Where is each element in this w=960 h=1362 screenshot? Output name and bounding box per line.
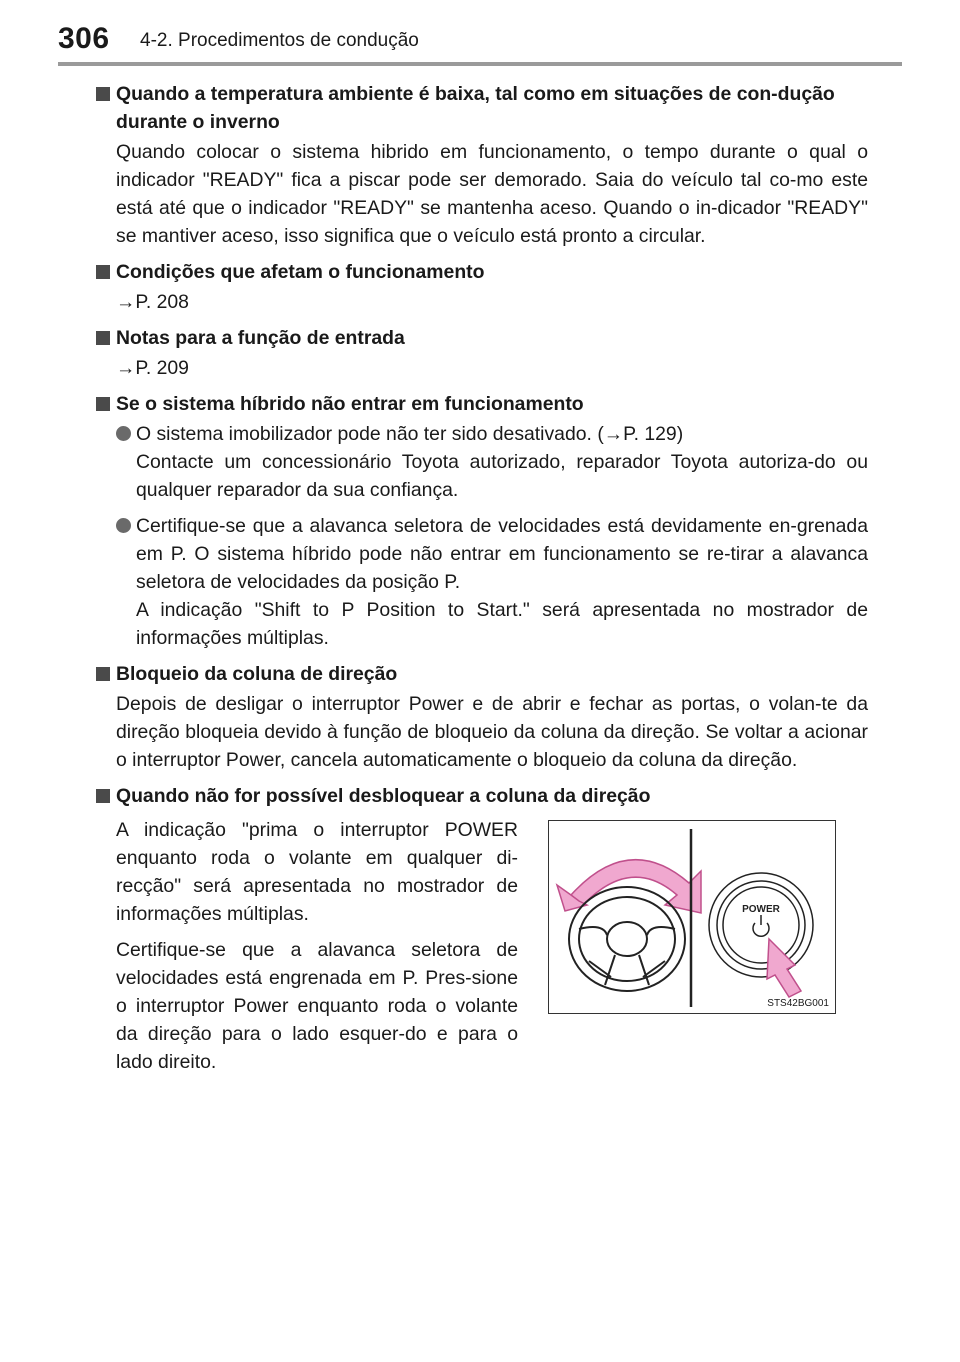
section-title: Quando não for possível desbloquear a coluna da direção: [96, 782, 868, 810]
page-header: [58, 22, 902, 66]
illustration-svg: [549, 821, 834, 1012]
section-title: Bloqueio da coluna de direção: [96, 660, 868, 688]
steering-power-illustration: [548, 820, 836, 1014]
round-bullet-icon: [116, 518, 131, 533]
section-low-temperature: [96, 80, 868, 250]
list-item: Certifique-se que a alavanca seletora de velocidades está devidamente en-grenada em P. O sistema híbrido pode não entrar em funcionamento se re-tirar a alavanca seletora de velocidades da posição P. A indicação "Shift to P Position to Start." será apresentada no mostrador de informações múltiplas.: [96, 512, 868, 652]
section-title: Se o sistema híbrido não entrar em funcionamento: [96, 390, 868, 418]
section-title: Notas para a função de entrada: [96, 324, 868, 352]
section-title: Quando a temperatura ambiente é baixa, tal como em situações de con-dução durante o inverno: [96, 80, 868, 136]
section-operating-conditions: [96, 258, 868, 316]
power-label: POWER: [742, 904, 780, 915]
page-reference-link[interactable]: →P. 209: [116, 357, 189, 379]
list-item: O sistema imobilizador pode não ter sido desativado. (→P. 129) Contacte um concessionário Toyota autorizado, reparador Toyota autoriza-do ou qualquer reparador da sua confiança.: [96, 420, 868, 504]
section-body: Depois de desligar o interruptor Power e de abrir e fechar as portas, o volan-te da direção bloqueia devido à função de bloqueio da coluna da direção. Se voltar a acionar o interruptor Power, cancela automaticamente o bloqueio da coluna da direção.: [116, 693, 868, 771]
square-bullet-icon: [96, 265, 110, 279]
section-body: Quando colocar o sistema hibrido em funcionamento, o tempo durante o qual o indicador "READY" fica a piscar pode ser demorado. Saia do veículo tal co-mo este está até que o indicador "READY" se mantenha aceso. Quando o in-dicador "READY" se mantiver aceso, isso significa que o veículo está pronto a circular.: [116, 141, 868, 247]
section-body: [96, 816, 868, 1076]
page-reference-link[interactable]: →P. 208: [116, 291, 189, 313]
round-bullet-icon: [116, 426, 131, 441]
steering-wheel-icon: [569, 887, 685, 991]
header-rule: [58, 62, 902, 66]
press-arrow-icon: [767, 939, 801, 997]
paragraph: A indicação "prima o interruptor POWER enquanto roda o volante em qualquer di-recção" será apresentada no mostrador de informações múltiplas.: [116, 819, 518, 925]
section-title: Condições que afetam o funcionamento: [96, 258, 868, 286]
section-hybrid-not-starting: [96, 390, 868, 652]
figure-code: STS42BG001: [767, 998, 829, 1009]
square-bullet-icon: [96, 331, 110, 345]
paragraph: Certifique-se que a alavanca seletora de velocidades está engrenada em P. Pres-sione o interruptor Power enquanto roda o volante da direção para o lado esquer-do e para o lado direito.: [116, 939, 518, 1073]
square-bullet-icon: [96, 667, 110, 681]
rotation-arrow-icon: [571, 860, 701, 913]
square-bullet-icon: [96, 87, 110, 101]
power-button-icon: [709, 873, 813, 977]
square-bullet-icon: [96, 397, 110, 411]
section-entry-function-notes: [96, 324, 868, 382]
section-steering-lock: [96, 660, 868, 774]
section-steering-unlock: [96, 782, 868, 1076]
page-content: [96, 80, 868, 1084]
square-bullet-icon: [96, 789, 110, 803]
chapter-title: 4-2. Procedimentos de condução: [140, 30, 419, 51]
page-number: 306: [58, 22, 110, 55]
